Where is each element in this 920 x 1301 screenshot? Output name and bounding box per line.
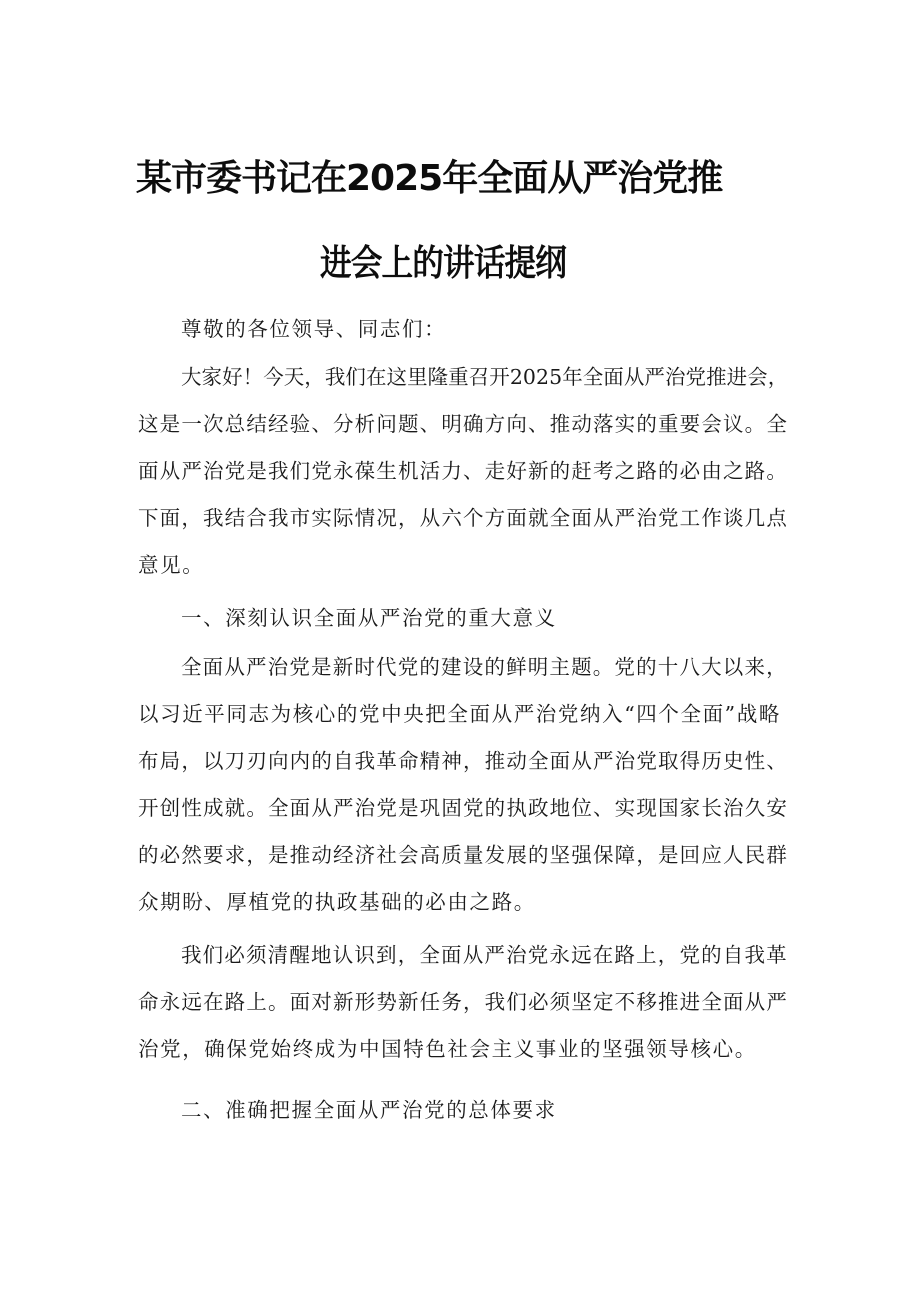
- paragraph-line: 众期盼、厚植党的执政基础的必由之路。: [138, 890, 536, 914]
- section-heading-text: 二、准确把握全面从严治党的总体要求: [181, 1098, 557, 1122]
- salutation-text: 尊敬的各位领导、同志们：: [181, 317, 447, 341]
- paragraph-line: 下面，我结合我市实际情况，从六个方面就全面从严治党工作谈几点: [138, 506, 788, 530]
- paragraph-line: 全面从严治党是新时代党的建设的鲜明主题。党的十八大以来，: [181, 655, 788, 679]
- paragraph-line: 开创性成就。全面从严治党是巩固党的执政地位、实现国家长治久安: [138, 796, 788, 820]
- paragraph-line: 这是一次总结经验、分析问题、明确方向、推动落实的重要会议。全: [138, 412, 788, 436]
- paragraph-line: 以习近平同志为核心的党中央把全面从严治党纳入“四个全面”战略: [138, 702, 781, 726]
- paragraph-line: 布局，以刀刃向内的自我革命精神，推动全面从严治党取得历史性、: [138, 749, 788, 773]
- paragraph-line: 面从严治党是我们党永葆生机活力、走好新的赶考之路的必由之路。: [138, 459, 788, 483]
- paragraph-line: 的必然要求，是推动经济社会高质量发展的坚强保障，是回应人民群: [138, 843, 788, 867]
- section-heading-text: 一、深刻认识全面从严治党的重大意义: [181, 606, 557, 630]
- document-title-line-1: 某市委书记在2025年全面从严治党推: [136, 158, 723, 199]
- paragraph-line: 命永远在路上。面对新形势新任务，我们必须坚定不移推进全面从严: [138, 990, 788, 1014]
- paragraph-line: 治党，确保党始终成为中国特色社会主义事业的坚强领导核心。: [138, 1037, 757, 1061]
- document-title-line-2: 进会上的讲话提纲: [320, 243, 567, 284]
- paragraph-line: 大家好！今天，我们在这里隆重召开2025年全面从严治党推进会，: [181, 365, 789, 389]
- paragraph-line: 我们必须清醒地认识到，全面从严治党永远在路上，党的自我革: [181, 943, 788, 967]
- paragraph-line: 意见。: [138, 553, 205, 577]
